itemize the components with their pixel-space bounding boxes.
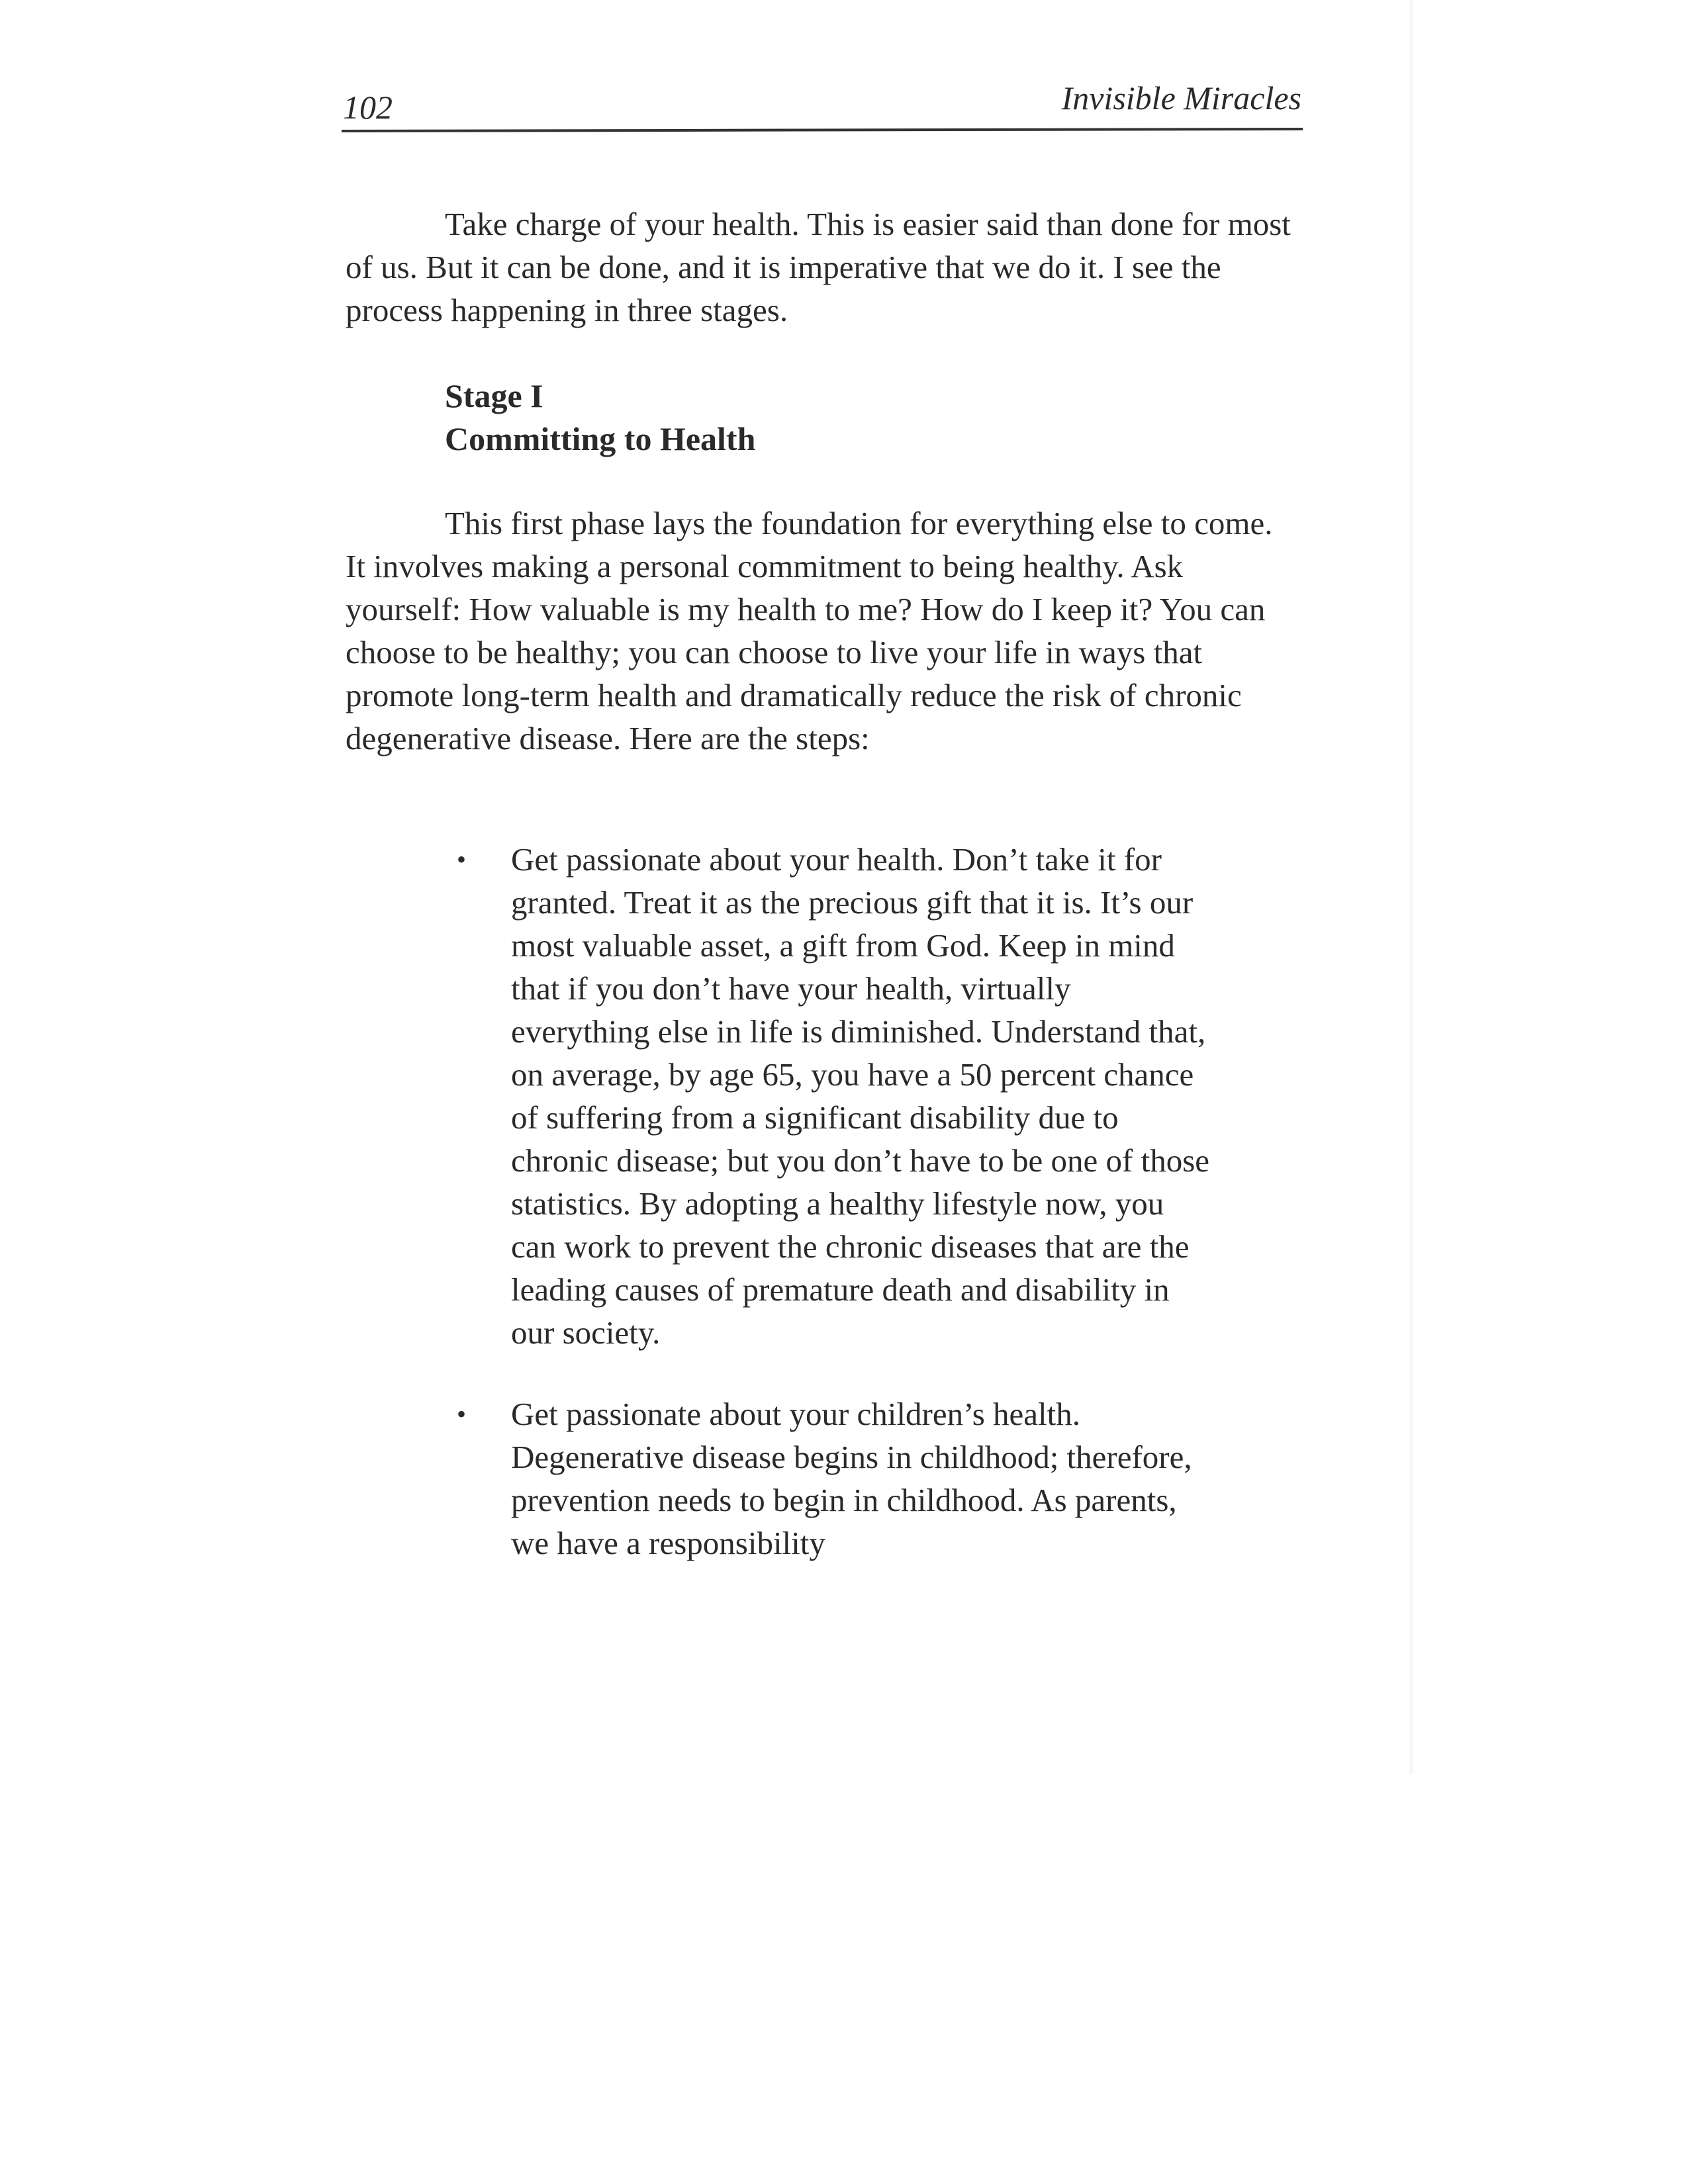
bullet-icon: • [457,1399,467,1429]
intro-paragraph: Take charge of your health. This is easier said than done for most of us. But it can be done, and it is imperative that we do it. I see the process happening in three stages. [346,206,1291,328]
section-title: Committing to Health [445,420,756,457]
page-edge-shadow [1409,0,1414,1774]
stage-label: Stage I [445,377,543,414]
steps-list [450,838,1211,1603]
list-item-text: Get passionate about your health. Don’t take it for granted. Treat it as the precious gift that it is. It’s our most valuable asset, a gift from God. Keep in mind that if you don’t have your health, virtually everything else in life is diminished. Understand that, on average, by age 65, you have a 50 percent chance of suffering from a significant disability due to chronic disease; but you don’t have to be one of those statistics. By adopting a healthy lifestyle now, you can work to prevent the chronic diseases that are the leading causes of premature death and disability in our society. [511,841,1210,1351]
page-number: 102 [343,89,393,126]
book-title: Invisible Miracles [1061,79,1301,116]
section-heading [445,375,755,461]
bullet-icon: • [457,844,467,874]
list-item [450,1392,1211,1565]
stage-paragraph: This first phase lays the foundation for everything else to come. It involves making a personal commitment to being healthy. Ask yourself: How valuable is my health to me? How do I keep it? You can choose to be healthy; you can choose to live your life in ways that promote long-term health and dramatically reduce the risk of chronic degenerative disease. Here are the steps: [346,505,1273,756]
list-item-text: Get passionate about your children’s health. Degenerative disease begins in childhood; therefore, prevention needs to begin in childhood. As parents, we have a responsibility [511,1396,1192,1561]
list-item [450,838,1211,1354]
